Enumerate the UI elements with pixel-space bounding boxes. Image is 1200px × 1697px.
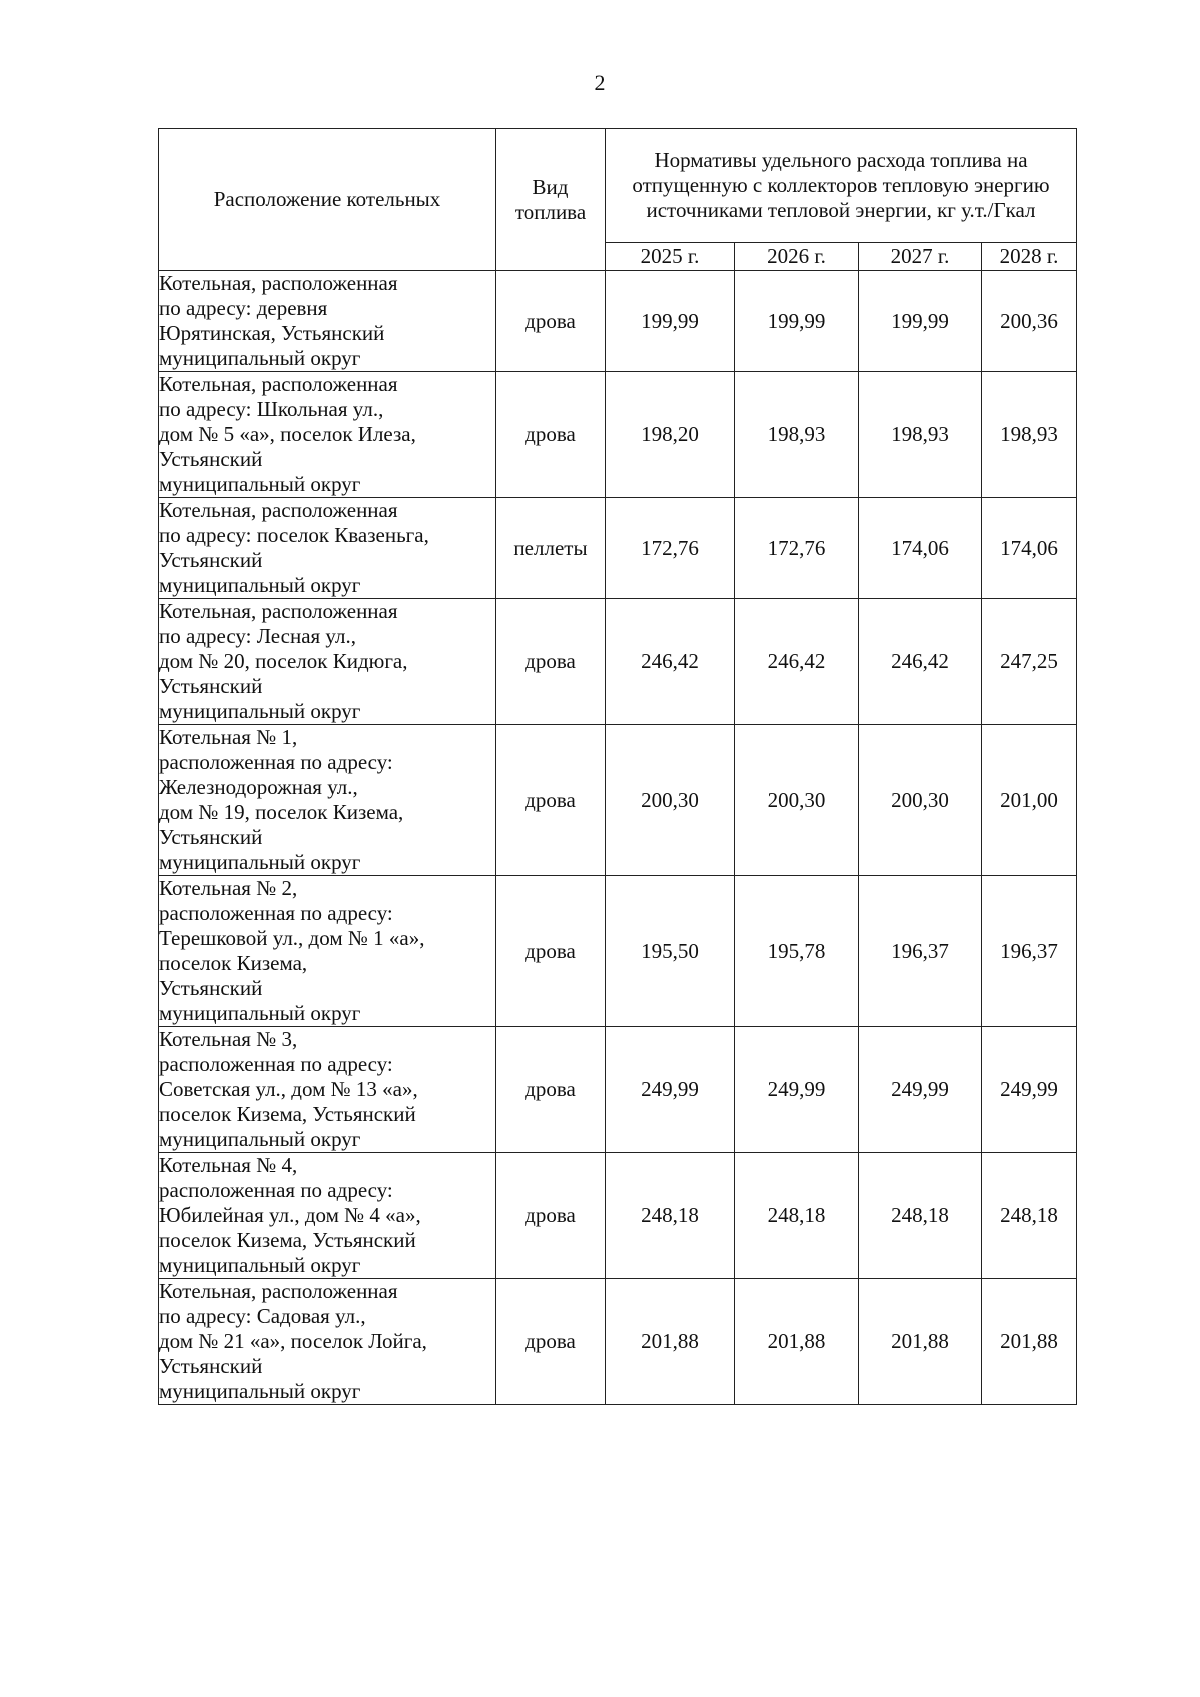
location-line: расположенная по адресу: <box>159 901 393 925</box>
boiler-location <box>159 599 496 725</box>
location-line: Устьянский <box>159 1354 263 1378</box>
norm-value-cell: 172,76 <box>735 498 859 599</box>
norm-value-cell: 174,06 <box>859 498 982 599</box>
location-line: по адресу: Садовая ул., <box>159 1304 366 1328</box>
location-line: Устьянский <box>159 976 263 1000</box>
norm-value-cell: 247,25 <box>982 599 1077 725</box>
table-row <box>159 1279 1077 1405</box>
location-line: по адресу: Школьная ул., <box>159 397 384 421</box>
location-line: по адресу: деревня <box>159 296 328 320</box>
boiler-location <box>159 1279 496 1405</box>
norm-value-cell: 201,88 <box>606 1279 735 1405</box>
location-line: Железнодорожная ул., <box>159 775 358 799</box>
location-line: Юбилейная ул., дом № 4 «а», <box>159 1203 421 1227</box>
header-fuel-type: Вид топлива <box>496 129 606 271</box>
fuel-type-cell: дрова <box>496 876 606 1027</box>
location-line: Устьянский <box>159 674 263 698</box>
table-body <box>159 271 1077 1405</box>
location-line: Котельная, расположенная <box>159 1279 398 1303</box>
boiler-location <box>159 725 496 876</box>
location-line: расположенная по адресу: <box>159 1178 393 1202</box>
norm-value-cell: 198,93 <box>735 372 859 498</box>
location-line: муниципальный округ <box>159 1001 361 1025</box>
location-line: расположенная по адресу: <box>159 1052 393 1076</box>
fuel-type-cell: дрова <box>496 271 606 372</box>
header-year: 2027 г. <box>859 242 982 270</box>
norm-value-cell: 246,42 <box>606 599 735 725</box>
norm-value-cell: 174,06 <box>982 498 1077 599</box>
fuel-type-cell: дрова <box>496 1153 606 1279</box>
location-line: муниципальный округ <box>159 346 361 370</box>
norm-value-cell: 200,30 <box>859 725 982 876</box>
boiler-location <box>159 876 496 1027</box>
norm-value-cell: 195,78 <box>735 876 859 1027</box>
fuel-type-cell: дрова <box>496 1279 606 1405</box>
location-line: по адресу: поселок Квазеньга, <box>159 523 429 547</box>
norm-value-cell: 196,37 <box>982 876 1077 1027</box>
location-line: Юрятинская, Устьянский <box>159 321 385 345</box>
boiler-location <box>159 271 496 372</box>
location-line: расположенная по адресу: <box>159 750 393 774</box>
boiler-location <box>159 1153 496 1279</box>
fuel-type-cell: дрова <box>496 372 606 498</box>
location-line: Терешковой ул., дом № 1 «а», <box>159 926 425 950</box>
norm-value-cell: 249,99 <box>982 1027 1077 1153</box>
location-line: муниципальный округ <box>159 1127 361 1151</box>
table-row <box>159 1027 1077 1153</box>
location-line: дом № 21 «а», поселок Лойга, <box>159 1329 427 1353</box>
location-line: Котельная, расположенная <box>159 498 398 522</box>
location-line: муниципальный округ <box>159 472 361 496</box>
location-line: поселок Кизема, Устьянский <box>159 1102 416 1126</box>
table-row <box>159 1153 1077 1279</box>
norm-value-cell: 248,18 <box>859 1153 982 1279</box>
location-line: Устьянский <box>159 548 263 572</box>
location-line: муниципальный округ <box>159 699 361 723</box>
table-row <box>159 725 1077 876</box>
location-line: муниципальный округ <box>159 1253 361 1277</box>
norm-value-cell: 196,37 <box>859 876 982 1027</box>
fuel-type-cell: дрова <box>496 725 606 876</box>
norm-value-cell: 198,20 <box>606 372 735 498</box>
norm-value-cell: 249,99 <box>859 1027 982 1153</box>
header-location: Расположение котельных <box>159 129 496 271</box>
location-line: дом № 20, поселок Кидюга, <box>159 649 408 673</box>
location-line: Котельная, расположенная <box>159 599 398 623</box>
norm-value-cell: 201,88 <box>982 1279 1077 1405</box>
table-row <box>159 599 1077 725</box>
location-line: Котельная, расположенная <box>159 271 398 295</box>
table-row <box>159 876 1077 1027</box>
norm-value-cell: 246,42 <box>735 599 859 725</box>
header-year: 2026 г. <box>735 242 859 270</box>
location-line: Котельная № 2, <box>159 876 298 900</box>
norm-value-cell: 199,99 <box>735 271 859 372</box>
page-number: 2 <box>594 70 606 95</box>
location-line: Котельная, расположенная <box>159 372 398 396</box>
location-line: дом № 5 «а», поселок Илеза, <box>159 422 416 446</box>
norm-value-cell: 201,00 <box>982 725 1077 876</box>
location-line: поселок Кизема, <box>159 951 308 975</box>
table-row <box>159 372 1077 498</box>
location-line: муниципальный округ <box>159 1379 361 1403</box>
norm-value-cell: 201,88 <box>859 1279 982 1405</box>
location-line: Советская ул., дом № 13 «а», <box>159 1077 418 1101</box>
location-line: муниципальный округ <box>159 573 361 597</box>
norm-value-cell: 199,99 <box>859 271 982 372</box>
norm-value-cell: 248,18 <box>735 1153 859 1279</box>
norm-value-cell: 198,93 <box>982 372 1077 498</box>
norm-value-cell: 249,99 <box>735 1027 859 1153</box>
location-line: дом № 19, поселок Кизема, <box>159 800 404 824</box>
norm-value-cell: 200,36 <box>982 271 1077 372</box>
header-year: 2025 г. <box>606 242 735 270</box>
location-line: поселок Кизема, Устьянский <box>159 1228 416 1252</box>
table-row <box>159 498 1077 599</box>
norm-value-cell: 198,93 <box>859 372 982 498</box>
boiler-location <box>159 1027 496 1153</box>
location-line: по адресу: Лесная ул., <box>159 624 356 648</box>
norm-value-cell: 248,18 <box>606 1153 735 1279</box>
norm-value-cell: 200,30 <box>606 725 735 876</box>
table-row <box>159 271 1077 372</box>
norm-value-cell: 195,50 <box>606 876 735 1027</box>
norm-value-cell: 249,99 <box>606 1027 735 1153</box>
location-line: Котельная № 4, <box>159 1153 298 1177</box>
location-line: Устьянский <box>159 447 263 471</box>
header-norms-group: Нормативы удельного расхода топлива на отпущенную с коллекторов тепловую энергию источниками тепловой энергии, кг у.т./Гкал <box>606 129 1077 243</box>
location-line: Котельная № 1, <box>159 725 298 749</box>
boiler-location <box>159 498 496 599</box>
fuel-type-cell: дрова <box>496 599 606 725</box>
location-line: Котельная № 3, <box>159 1027 298 1051</box>
norm-value-cell: 246,42 <box>859 599 982 725</box>
norm-value-cell: 200,30 <box>735 725 859 876</box>
norm-value-cell: 248,18 <box>982 1153 1077 1279</box>
norm-value-cell: 201,88 <box>735 1279 859 1405</box>
location-line: Устьянский <box>159 825 263 849</box>
fuel-norms-table <box>158 128 1077 1405</box>
norm-value-cell: 199,99 <box>606 271 735 372</box>
header-year: 2028 г. <box>982 242 1077 270</box>
boiler-location <box>159 372 496 498</box>
location-line: муниципальный округ <box>159 850 361 874</box>
fuel-type-cell: пеллеты <box>496 498 606 599</box>
fuel-type-cell: дрова <box>496 1027 606 1153</box>
norm-value-cell: 172,76 <box>606 498 735 599</box>
